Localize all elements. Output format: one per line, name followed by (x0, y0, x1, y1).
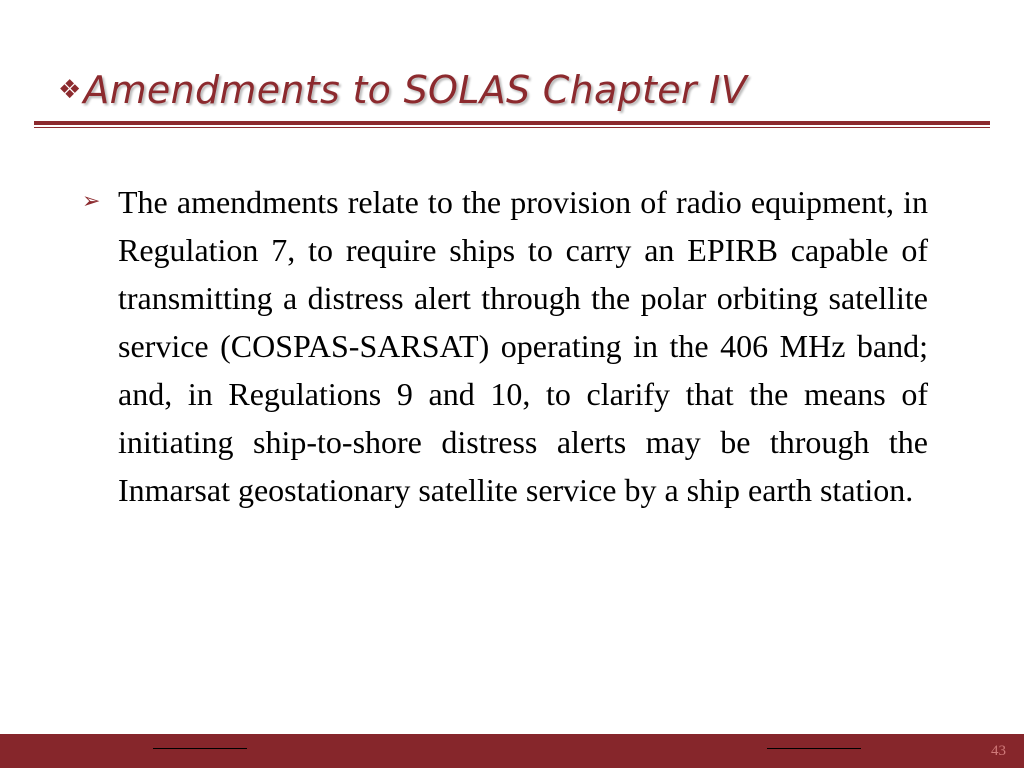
diamond-bullet-icon: ❖ (58, 75, 82, 105)
page-number: 43 (991, 743, 1006, 759)
slide-title: Amendments to SOLAS Chapter IV (83, 68, 747, 112)
bullet-text: The amendments relate to the provision of radio equipment, in Regulation 7, to require ships to carry an EPIRB capable of transmitting a distress alert through the polar orbiting satellite service (COSPAS-SARSAT) operating in the 406 MHz band; and, in Regulations 9 and 10, to clarify that the means of initiating ship-to-shore distress alerts may be through the Inmarsat geostationary satellite service by a ship earth station. (118, 184, 928, 508)
slide-title-row (58, 62, 747, 118)
footer-divider-left (153, 748, 247, 749)
title-divider-thin (34, 127, 990, 128)
footer-divider-right (767, 748, 861, 749)
title-divider-thick (34, 121, 990, 125)
bullet-item (82, 178, 928, 514)
footer-bar (0, 734, 1024, 768)
arrow-bullet-icon: ➢ (82, 189, 101, 214)
